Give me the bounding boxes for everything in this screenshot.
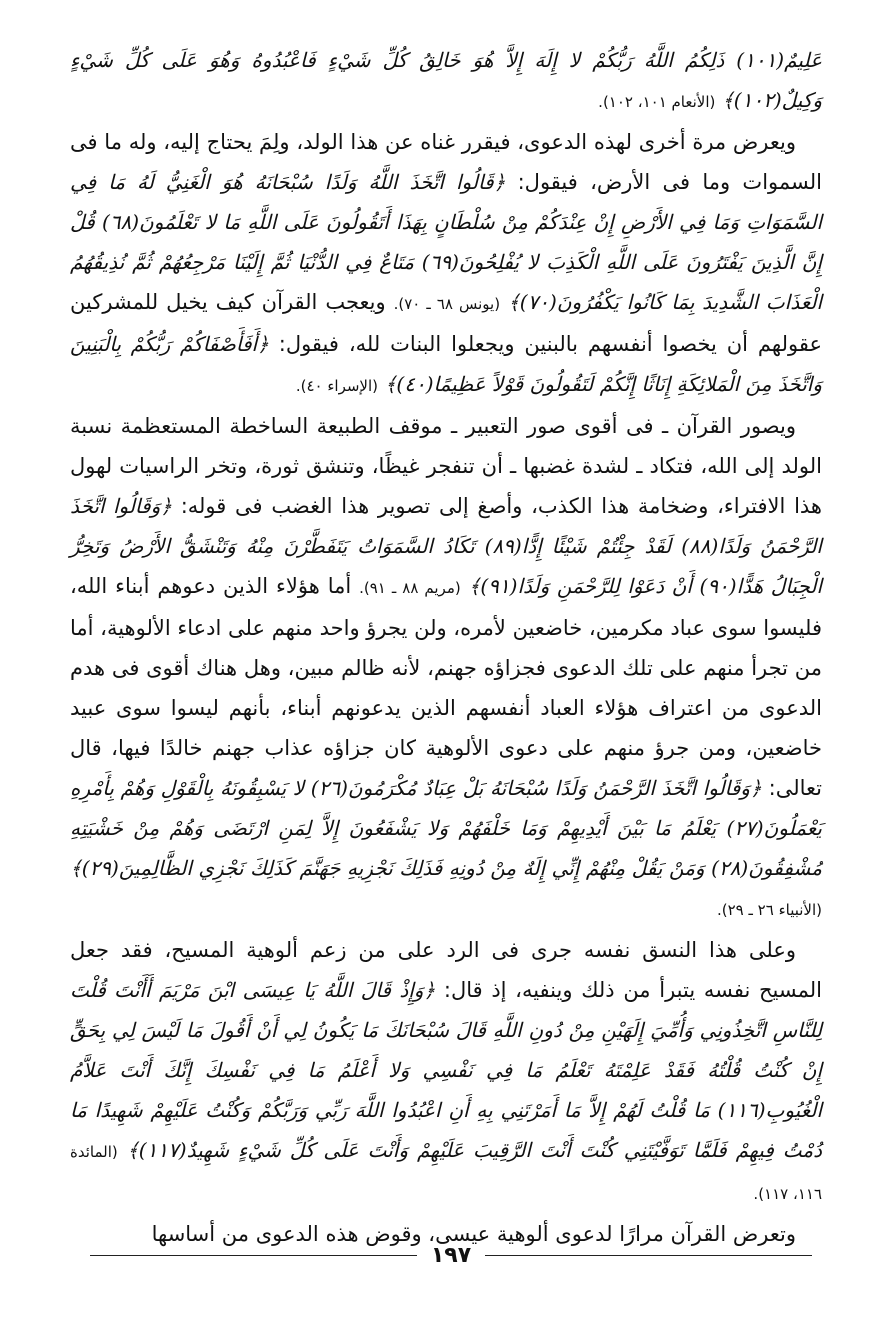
verse-reference: (الإسراء ٤٠).	[295, 377, 378, 395]
paragraph	[70, 122, 822, 406]
quran-verse: ﴿وَقَالُوا اتَّخَذَ الرَّحْمَنُ وَلَدًا سُبْحَانَهُ بَلْ عِبَادٌ مُكْرَمُونَ(٢٦) لا يَسْبِقُونَهُ بِالْقَوْلِ وَهُمْ بِأَمْرِهِ يَعْمَلُونَ(٢٧) يَعْلَمُ مَا بَيْنَ أَيْدِيهِمْ وَمَا خَلْفَهُمْ وَلا يَشْفَعُونَ إِلاَّ لِمَنِ ارْتَضَى وَهُمْ مِنْ خَشْيَتِهِ مُشْفِقُونَ(٢٨) وَمَنْ يَقُلْ مِنْهُمْ إِنِّي إِلَهٌ مِنْ دُونِهِ فَذَلِكَ نَجْزِيهِ جَهَنَّمَ كَذَلِكَ نَجْزِي الظَّالِمِينَ(٢٩)﴾	[70, 776, 822, 880]
body-sentence: ويعجب القرآن كيف يخيل للمشركين عقولهم أن يخصوا أنفسهم بالبنين ويجعلوا البنات لله، فيقول:	[70, 290, 822, 356]
body-sentence: وتعرض القرآن مرارًا لدعوى ألوهية عيسى، وقوض هذه الدعوى من أساسها	[151, 1222, 796, 1246]
book-page	[70, 40, 823, 1246]
verse-reference: (الأنعام ١٠١، ١٠٢).	[598, 93, 716, 111]
paragraph-continuation	[70, 40, 822, 122]
verse-reference: (الأنبياء ٢٦ ـ ٢٩).	[716, 901, 822, 919]
quran-verse: ﴿وَقَالُوا اتَّخَذَ الرَّحْمَنُ وَلَدًا(٨٨) لَقَدْ جِئْتُمْ شَيْئًا إِدًّا(٨٩) تَكَادُ السَّمَوَاتُ يَتَفَطَّرْنَ مِنْهُ وَتَنْشَقُّ الأَرْضُ وَتَخِرُّ الْجِبَالُ هَدًّا(٩٠) أَنْ دَعَوْا لِلرَّحْمَنِ وَلَدًا(٩١)﴾	[70, 494, 823, 598]
body-text	[70, 40, 822, 1254]
body-sentence: أما هؤلاء الذين دعوهم أبناء الله، فليسوا سوى عباد مكرمين، خاضعين لأمره، ولن يجرؤ واحد منهم على ادعاء الألوهية، أما من تجرأ منهم على تلك الدعوى فجزاؤه جهنم، لأنه ظالم مبين، وهل هناك أقوى فى هدم الدعوى من اعتراف هؤلاء العباد أنفسهم الذين يدعونهم أبناء، بأنهم ليسوا سوى عبيد خاضعين، ومن جرؤ منهم على دعوى الألوهية كان جزاؤه عذاب جهنم خالدًا فيها، قال تعالى:	[70, 574, 822, 800]
paragraph	[70, 930, 822, 1214]
page-number: ١٩٧	[430, 1242, 472, 1268]
page-footer	[90, 1240, 812, 1270]
footer-rule-right	[485, 1255, 812, 1256]
verse-reference: (يونس ٦٨ ـ ٧٠).	[393, 295, 501, 313]
quran-verse: عَلِيمٌ(١٠١) ذَلِكُمُ اللَّهُ رَبُّكُمْ لا إِلَهَ إِلاَّ هُوَ خَالِقُ كُلِّ شَيْءٍ فَاعْبُدُوهُ وَهُوَ عَلَى كُلِّ شَيْءٍ وَكِيلٌ(١٠٢)﴾	[70, 48, 822, 112]
body-sentence: وعلى هذا النسق نفسه جرى فى الرد على من زعم ألوهية المسيح، فقد جعل المسيح نفسه يتبرأ من ذلك وينفيه، إذ قال:	[70, 938, 822, 1002]
body-sentence: ويعرض مرة أخرى لهذه الدعوى، فيقرر غناه عن هذا الولد، ولِمَ يحتاج إليه، وله ما فى السموات وما فى الأرض، فيقول:	[70, 130, 822, 194]
verse-reference: (مريم ٨٨ ـ ٩١).	[359, 579, 461, 597]
footer-rule-left	[90, 1255, 417, 1256]
paragraph	[70, 406, 822, 930]
quran-verse: ﴿وَإِذْ قَالَ اللَّهُ يَا عِيسَى ابْنَ مَرْيَمَ أَأَنْتَ قُلْتَ لِلنَّاسِ اتَّخِذُونِي وَأُمِّيَ إِلَهَيْنِ مِنْ دُونِ اللَّهِ قَالَ سُبْحَانَكَ مَا يَكُونُ لِي أَنْ أَقُولَ مَا لَيْسَ لِي بِحَقٍّ إِنْ كُنْتُ قُلْتُهُ فَقَدْ عَلِمْتَهُ تَعْلَمُ مَا فِي نَفْسِي وَلا أَعْلَمُ مَا فِي نَفْسِكَ إِنَّكَ أَنْتَ عَلاَّمُ الْغُيُوبِ(١١٦) مَا قُلْتُ لَهُمْ إِلاَّ مَا أَمَرْتَنِي بِهِ أَنِ اعْبُدُوا اللَّهَ رَبِّي وَرَبَّكُمْ وَكُنْتُ عَلَيْهِمْ شَهِيدًا مَا دُمْتُ فِيهِمْ فَلَمَّا تَوَفَّيْتَنِي كُنْتَ أَنْتَ الرَّقِيبَ عَلَيْهِمْ وَأَنْتَ عَلَى كُلِّ شَيْءٍ شَهِيدٌ(١١٧)﴾	[70, 978, 822, 1162]
quran-verse: ﴿أَفَأَصْفَاكُمْ رَبُّكُمْ بِالْبَنِينَ وَاتَّخَذَ مِنَ الْمَلائِكَةِ إِنَاثًا إِنَّكُمْ لَتَقُولُونَ قَوْلاً عَظِيمًا(٤٠)﴾	[70, 332, 822, 396]
quran-verse: ﴿قَالُوا اتَّخَذَ اللَّهُ وَلَدًا سُبْحَانَهُ هُوَ الْغَنِيُّ لَهُ مَا فِي السَّمَوَاتِ وَمَا فِي الأَرْضِ إِنْ عِنْدَكُمْ مِنْ سُلْطَانٍ بِهَذَا أَتَقُولُونَ عَلَى اللَّهِ مَا لا تَعْلَمُونَ(٦٨) قُلْ إِنَّ الَّذِينَ يَفْتَرُونَ عَلَى اللَّهِ الْكَذِبَ لا يُفْلِحُونَ(٦٩) مَتَاعٌ فِي الدُّنْيَا ثُمَّ إِلَيْنَا مَرْجِعُهُمْ ثُمَّ نُذِيقُهُمُ الْعَذَابَ الشَّدِيدَ بِمَا كَانُوا يَكْفُرُونَ(٧٠)﴾	[70, 170, 823, 314]
verse-reference: (المائدة ١١٦، ١١٧).	[70, 1143, 822, 1203]
body-sentence: ويصور القرآن ـ فى أقوى صور التعبير ـ موقف الطبيعة الساخطة المستعظمة نسبة الولد إلى الله، فتكاد ـ لشدة غضبها ـ أن تنفجر غيظًا، وتنشق ثورة، وتخر الراسيات لهول هذا الافتراء، وضخامة هذا الكذب، وأصغ إلى تصوير هذا الغضب فى قوله:	[70, 414, 823, 518]
